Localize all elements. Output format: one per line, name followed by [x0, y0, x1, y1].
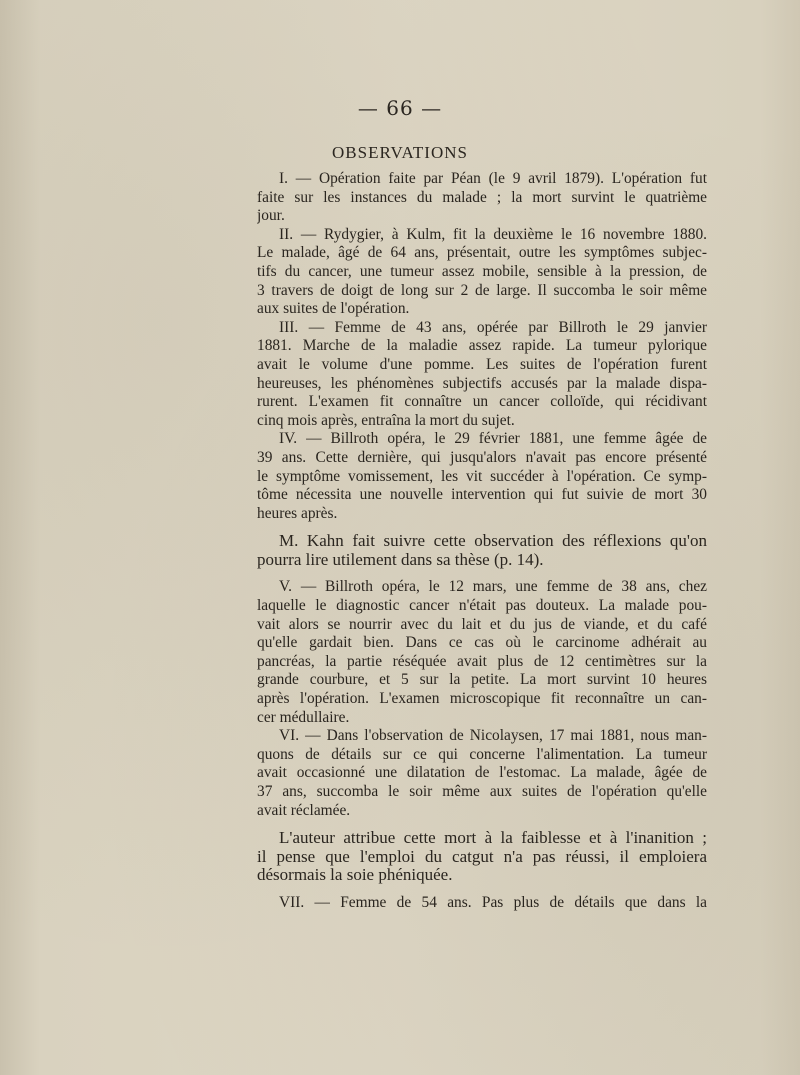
paragraph-author-note — [257, 829, 707, 885]
text-line: Le malade, âgé de 64 ans, présentait, outre les symptômes subjec- — [257, 244, 707, 262]
text-line: VI. — Dans l'observation de Nicolaysen, 17 mai 1881, nous man- — [279, 727, 707, 745]
text-line: aux suites de l'opération. — [257, 300, 410, 318]
text-line: rurent. L'examen fit connaître un cancer colloïde, qui récidivant — [257, 393, 707, 411]
text-line: cinq mois après, entraîna la mort du sujet. — [257, 411, 515, 429]
text-line: cer médullaire. — [257, 708, 350, 726]
text-line: quons de détails sur ce qui concerne l'alimentation. La tumeur — [257, 745, 707, 763]
text-line: 1881. Marche de la maladie assez rapide. La tumeur pylorique — [257, 337, 707, 355]
section-title: OBSERVATIONS — [332, 143, 468, 162]
text-line: avait réclamée. — [257, 801, 351, 819]
paragraph-observation-4 — [257, 430, 707, 523]
paragraph-spacer — [257, 820, 707, 829]
paragraph-observation-3 — [257, 319, 707, 431]
page-number: — 66 — — [357, 96, 443, 120]
paragraph-observation-7 — [257, 894, 707, 913]
paragraph-observation-2 — [257, 226, 707, 319]
text-line: le symptôme vomissement, les vit succéder à l'opération. Ce symp- — [257, 467, 707, 485]
text-line: 39 ans. Cette dernière, qui jusqu'alors n'avait pas encore présenté — [257, 448, 707, 466]
text-line: avait occasionné une dilatation de l'estomac. La malade, âgée de — [257, 764, 707, 782]
text-line: VII. — Femme de 54 ans. Pas plus de détails que dans la — [279, 893, 707, 911]
body-text — [257, 170, 707, 913]
paragraph-spacer — [257, 885, 707, 894]
text-line: L'auteur attribue cette mort à la faiblesse et à l'inanition ; — [279, 829, 707, 848]
paragraph-observation-6 — [257, 727, 707, 820]
text-line: avait le volume d'une pomme. Les suites de l'opération furent — [257, 355, 707, 373]
text-line: vait alors se nourrir avec du lait et du jus de viande, et du café — [257, 615, 707, 633]
text-line: 3 travers de doigt de long sur 2 de large. Il succomba le soir même — [257, 281, 707, 299]
paragraph-kahn-note — [257, 532, 707, 569]
text-line: pourra lire utilement dans sa thèse (p. 14). — [257, 550, 544, 569]
text-line: 37 ans, succomba le soir même aux suites de l'opération qu'elle — [257, 783, 707, 800]
text-line: tifs du cancer, une tumeur assez mobile, sensible à la pression, de — [257, 262, 707, 280]
text-line: désormais la soie phéniquée. — [257, 866, 453, 885]
text-line: M. Kahn fait suivre cette observation des réflexions qu'on — [279, 532, 707, 551]
text-line: qu'elle gardait bien. Dans ce cas où le carcinome adhérait au — [257, 634, 707, 652]
text-line: I. — Opération faite par Péan (le 9 avril 1879). L'opération fut — [279, 170, 707, 187]
text-line: heureuses, les phénomènes subjectifs accusés par la malade dispa- — [257, 374, 707, 392]
text-line: pancréas, la partie réséquée avait plus de 12 centimètres sur la — [257, 652, 707, 670]
text-line: il pense que l'emploi du catgut n'a pas réussi, il emploiera — [257, 847, 707, 866]
paragraph-spacer — [257, 523, 707, 532]
text-line: IV. — Billroth opéra, le 29 février 1881, une femme âgée de — [279, 430, 707, 448]
text-line: V. — Billroth opéra, le 12 mars, une femme de 38 ans, chez — [279, 578, 707, 596]
text-line: grande courbure, et 5 sur la petite. La mort survint 10 heures — [257, 671, 707, 689]
text-line: laquelle le diagnostic cancer n'était pas douteux. La malade pou- — [257, 597, 707, 615]
text-line: III. — Femme de 43 ans, opérée par Billroth le 29 janvier — [279, 318, 707, 336]
text-line: faite sur les instances du malade ; la mort survint le quatrième — [257, 188, 707, 206]
text-line: tôme nécessita une nouvelle intervention qui fut suivie de mort 30 — [257, 486, 707, 504]
text-line: II. — Rydygier, à Kulm, fit la deuxième le 16 novembre 1880. — [279, 225, 707, 243]
text-line: heures après. — [257, 504, 338, 522]
text-line: jour. — [257, 207, 285, 225]
text-line: après l'opération. L'examen microscopique fit reconnaître un can- — [257, 690, 707, 708]
paragraph-observation-1 — [257, 170, 707, 226]
paragraph-observation-5 — [257, 578, 707, 727]
paragraph-spacer — [257, 569, 707, 578]
